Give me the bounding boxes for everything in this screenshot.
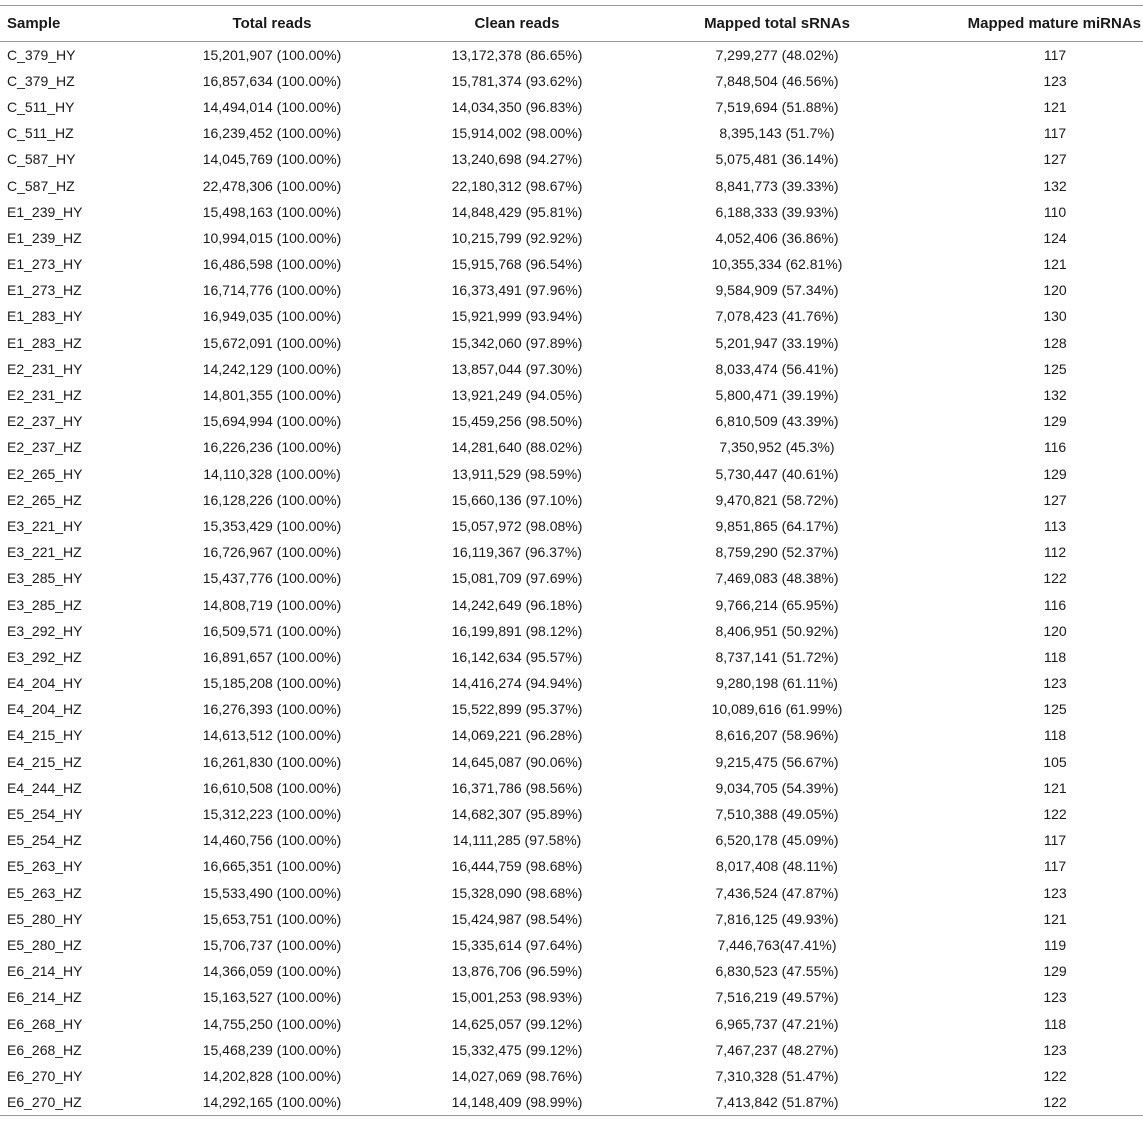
sample-cell: C_587_HZ xyxy=(7,177,75,194)
sample-cell: E1_283_HY xyxy=(7,308,83,325)
total-reads-cell: 16,276,393 (100.00%) xyxy=(202,701,342,718)
clean-reads-cell: 15,424,987 (98.54%) xyxy=(451,910,583,927)
table-row xyxy=(0,303,1143,329)
table-row xyxy=(0,408,1143,434)
clean-reads-cell: 16,371,786 (98.56%) xyxy=(451,779,583,796)
sample-cell: E3_292_HY xyxy=(7,622,83,639)
total-reads-cell: 14,460,756 (100.00%) xyxy=(202,832,342,849)
sample-cell: E6_268_HY xyxy=(7,1015,83,1032)
table-row xyxy=(0,120,1143,146)
table-row xyxy=(0,1063,1143,1089)
total-reads-cell: 14,755,250 (100.00%) xyxy=(202,1015,342,1032)
clean-reads-cell: 14,848,429 (95.81%) xyxy=(451,203,583,220)
table-header xyxy=(0,6,1143,42)
sample-cell: E3_221_HY xyxy=(7,517,83,534)
total-reads-cell: 14,808,719 (100.00%) xyxy=(202,596,342,613)
table-row xyxy=(0,880,1143,906)
sample-cell: E5_280_HY xyxy=(7,910,83,927)
table-row xyxy=(0,172,1143,198)
mapped-srnas-cell: 9,766,214 (65.95%) xyxy=(715,596,839,613)
mapped-mirnas-cell: 130 xyxy=(1043,308,1067,325)
clean-reads-cell: 15,342,060 (97.89%) xyxy=(451,334,583,351)
mapped-mirnas-cell: 110 xyxy=(1043,203,1067,220)
mapped-srnas-cell: 7,413,842 (51.87%) xyxy=(647,1089,907,1115)
mapped-mirnas-cell: 122 xyxy=(1043,1067,1067,1084)
mapped-mirnas-cell: 123 xyxy=(1043,884,1067,901)
table-row xyxy=(0,618,1143,644)
mapped-srnas-cell: 7,350,952 (45.3%) xyxy=(719,439,835,456)
sample-cell: E4_215_HZ xyxy=(7,753,82,770)
clean-reads-cell: 14,625,057 (99.12%) xyxy=(451,1015,583,1032)
mapped-srnas-cell: 9,584,909 (57.34%) xyxy=(715,282,839,299)
table-row xyxy=(0,199,1143,225)
clean-reads-cell: 14,027,069 (98.76%) xyxy=(451,1067,583,1084)
mapped-srnas-cell: 7,446,763(47.41%) xyxy=(717,936,837,953)
mapped-mirnas-cell: 125 xyxy=(1043,360,1067,377)
sample-cell: E4_244_HZ xyxy=(7,779,82,796)
table-row xyxy=(0,539,1143,565)
sample-cell: E1_273_HZ xyxy=(7,282,82,299)
mapped-srnas-cell: 5,800,471 (39.19%) xyxy=(715,387,839,404)
sample-cell: E3_292_HZ xyxy=(7,648,82,665)
mapped-srnas-cell: 8,406,951 (50.92%) xyxy=(715,622,839,639)
mapped-mirnas-cell: 120 xyxy=(1043,282,1067,299)
table-row xyxy=(0,775,1143,801)
clean-reads-cell: 14,148,409 (98.99%) xyxy=(387,1089,647,1115)
sample-cell: E5_263_HY xyxy=(7,858,83,875)
sample-cell: C_587_HY xyxy=(7,151,76,168)
total-reads-cell: 15,498,163 (100.00%) xyxy=(202,203,342,220)
table-row xyxy=(0,1037,1143,1063)
total-reads-cell: 14,110,328 (100.00%) xyxy=(203,465,341,482)
clean-reads-cell: 16,142,634 (95.57%) xyxy=(451,648,583,665)
sample-cell: E1_239_HY xyxy=(7,203,83,220)
total-reads-cell: 16,486,598 (100.00%) xyxy=(202,256,342,273)
clean-reads-cell: 15,081,709 (97.69%) xyxy=(451,570,583,587)
mapped-mirnas-cell: 124 xyxy=(1043,229,1067,246)
sample-cell: C_511_HZ xyxy=(7,125,74,142)
table-row xyxy=(0,958,1143,984)
sample-cell: E1_273_HY xyxy=(7,256,83,273)
sample-cell: E6_214_HZ xyxy=(7,989,82,1006)
sample-cell: E2_237_HZ xyxy=(7,439,82,456)
mapped-srnas-cell: 6,830,523 (47.55%) xyxy=(715,963,839,980)
mapped-mirnas-cell: 132 xyxy=(1043,177,1067,194)
mapped-mirnas-cell: 123 xyxy=(1043,675,1067,692)
clean-reads-cell: 15,328,090 (98.68%) xyxy=(451,884,583,901)
mapped-mirnas-cell: 113 xyxy=(1043,517,1067,534)
sample-cell: E6_270_HZ xyxy=(0,1089,157,1115)
mapped-srnas-cell: 5,075,481 (36.14%) xyxy=(715,151,839,168)
clean-reads-cell: 22,180,312 (98.67%) xyxy=(451,177,583,194)
mapped-srnas-cell: 10,355,334 (62.81%) xyxy=(711,256,843,273)
clean-reads-cell: 16,119,367 (96.37%) xyxy=(452,544,582,561)
clean-reads-cell: 16,444,759 (98.68%) xyxy=(451,858,583,875)
mapped-srnas-cell: 6,965,737 (47.21%) xyxy=(715,1015,839,1032)
total-reads-cell: 16,665,351 (100.00%) xyxy=(202,858,342,875)
clean-reads-cell: 14,242,649 (96.18%) xyxy=(451,596,583,613)
sample-cell: E6_270_HY xyxy=(7,1067,83,1084)
sample-cell: E4_204_HZ xyxy=(7,701,82,718)
table-row xyxy=(0,434,1143,460)
mapped-mirnas-cell: 119 xyxy=(1043,936,1067,953)
table-row xyxy=(0,1089,1143,1115)
total-reads-cell: 16,128,226 (100.00%) xyxy=(202,491,342,508)
total-reads-cell: 16,949,035 (100.00%) xyxy=(202,308,342,325)
total-reads-cell: 16,726,967 (100.00%) xyxy=(202,544,342,561)
mapped-srnas-cell: 8,737,141 (51.72%) xyxy=(715,648,839,665)
mapped-mirnas-cell: 117 xyxy=(1043,46,1067,63)
sample-cell: E2_237_HY xyxy=(7,413,83,430)
mapped-srnas-cell: 7,510,388 (49.05%) xyxy=(715,806,839,823)
total-reads-cell: 14,202,828 (100.00%) xyxy=(202,1067,342,1084)
total-reads-cell: 15,706,737 (100.00%) xyxy=(202,936,342,953)
sample-cell: E4_215_HY xyxy=(7,727,83,744)
mapped-srnas-cell: 6,520,178 (45.09%) xyxy=(715,832,839,849)
mapped-srnas-cell: 7,310,328 (51.47%) xyxy=(715,1067,839,1084)
data-table xyxy=(0,5,1143,1116)
table-row xyxy=(0,382,1143,408)
table-row xyxy=(0,853,1143,879)
header-clean-reads: Clean reads xyxy=(474,15,560,32)
mapped-mirnas-cell: 121 xyxy=(1043,98,1067,115)
table-row xyxy=(0,94,1143,120)
mapped-mirnas-cell: 125 xyxy=(1043,701,1067,718)
mapped-srnas-cell: 6,810,509 (43.39%) xyxy=(715,413,839,430)
total-reads-cell: 15,353,429 (100.00%) xyxy=(202,517,342,534)
mapped-srnas-cell: 8,841,773 (39.33%) xyxy=(715,177,839,194)
mapped-srnas-cell: 5,730,447 (40.61%) xyxy=(715,465,839,482)
mapped-srnas-cell: 8,759,290 (52.37%) xyxy=(715,544,839,561)
sample-cell: E2_231_HZ xyxy=(7,387,82,404)
mapped-mirnas-cell: 117 xyxy=(1043,125,1067,142)
table-row xyxy=(0,670,1143,696)
mapped-srnas-cell: 9,280,198 (61.11%) xyxy=(716,675,838,692)
mapped-mirnas-cell: 121 xyxy=(1043,779,1067,796)
mapped-mirnas-cell: 123 xyxy=(1043,1041,1067,1058)
total-reads-cell: 15,533,490 (100.00%) xyxy=(202,884,342,901)
total-reads-cell: 15,312,223 (100.00%) xyxy=(202,806,342,823)
mapped-srnas-cell: 8,033,474 (56.41%) xyxy=(715,360,839,377)
table-row xyxy=(0,487,1143,513)
table-row xyxy=(0,591,1143,617)
table-row xyxy=(0,984,1143,1010)
sample-cell: E5_263_HZ xyxy=(7,884,82,901)
mapped-mirnas-cell: 105 xyxy=(1043,753,1067,770)
mapped-srnas-cell: 8,395,143 (51.7%) xyxy=(719,125,835,142)
clean-reads-cell: 13,911,529 (98.59%) xyxy=(452,465,582,482)
table-row xyxy=(0,277,1143,303)
clean-reads-cell: 13,172,378 (86.65%) xyxy=(451,46,583,63)
total-reads-cell: 16,239,452 (100.00%) xyxy=(202,125,342,142)
mapped-mirnas-cell: 122 xyxy=(1043,806,1067,823)
total-reads-cell: 14,494,014 (100.00%) xyxy=(202,98,342,115)
mapped-mirnas-cell: 122 xyxy=(1043,570,1067,587)
mapped-srnas-cell: 7,467,237 (48.27%) xyxy=(715,1041,839,1058)
table-row xyxy=(0,801,1143,827)
mapped-srnas-cell: 6,188,333 (39.93%) xyxy=(715,203,839,220)
table-body xyxy=(0,42,1143,1116)
clean-reads-cell: 14,645,087 (90.06%) xyxy=(451,753,583,770)
sample-cell: E2_265_HZ xyxy=(7,491,82,508)
total-reads-cell: 15,468,239 (100.00%) xyxy=(202,1041,342,1058)
mapped-srnas-cell: 8,616,207 (58.96%) xyxy=(715,727,839,744)
table-row xyxy=(0,251,1143,277)
mapped-srnas-cell: 8,017,408 (48.11%) xyxy=(716,858,838,875)
header-total-reads: Total reads xyxy=(232,15,312,32)
clean-reads-cell: 13,876,706 (96.59%) xyxy=(451,963,583,980)
total-reads-cell: 15,201,907 (100.00%) xyxy=(202,46,342,63)
total-reads-cell: 16,226,236 (100.00%) xyxy=(202,439,342,456)
clean-reads-cell: 15,914,002 (98.00%) xyxy=(451,125,583,142)
total-reads-cell: 16,261,830 (100.00%) xyxy=(202,753,342,770)
total-reads-cell: 15,653,751 (100.00%) xyxy=(202,910,342,927)
table-row xyxy=(0,42,1143,68)
table-row xyxy=(0,722,1143,748)
mapped-mirnas-cell: 118 xyxy=(1043,1015,1067,1032)
header-row xyxy=(0,6,1143,42)
sample-cell: E5_254_HZ xyxy=(7,832,82,849)
mapped-mirnas-cell: 117 xyxy=(1043,832,1067,849)
total-reads-cell: 14,613,512 (100.00%) xyxy=(202,727,342,744)
mapped-srnas-cell: 7,816,125 (49.93%) xyxy=(715,910,839,927)
mapped-mirnas-cell: 120 xyxy=(1043,622,1067,639)
mapped-mirnas-cell: 129 xyxy=(1043,465,1067,482)
clean-reads-cell: 16,199,891 (98.12%) xyxy=(451,622,583,639)
clean-reads-cell: 15,921,999 (93.94%) xyxy=(451,308,583,325)
mapped-srnas-cell: 9,034,705 (54.39%) xyxy=(715,779,839,796)
clean-reads-cell: 13,857,044 (97.30%) xyxy=(451,360,583,377)
mapped-mirnas-cell: 117 xyxy=(1043,858,1067,875)
mapped-mirnas-cell: 116 xyxy=(1043,439,1067,456)
total-reads-cell: 16,714,776 (100.00%) xyxy=(202,282,342,299)
clean-reads-cell: 14,682,307 (95.89%) xyxy=(451,806,583,823)
total-reads-cell: 16,610,508 (100.00%) xyxy=(202,779,342,796)
sample-cell: E5_280_HZ xyxy=(7,936,82,953)
table-row xyxy=(0,513,1143,539)
header-sample: Sample xyxy=(7,15,61,32)
mapped-srnas-cell: 7,299,277 (48.02%) xyxy=(715,46,839,63)
mapped-srnas-cell: 7,436,524 (47.87%) xyxy=(715,884,839,901)
mapped-mirnas-cell: 121 xyxy=(1043,256,1067,273)
clean-reads-cell: 15,332,475 (99.12%) xyxy=(451,1041,583,1058)
mapped-srnas-cell: 9,215,475 (56.67%) xyxy=(715,753,839,770)
clean-reads-cell: 15,459,256 (98.50%) xyxy=(451,413,583,430)
total-reads-cell: 16,891,657 (100.00%) xyxy=(202,648,342,665)
clean-reads-cell: 15,057,972 (98.08%) xyxy=(451,517,583,534)
mapped-mirnas-cell: 127 xyxy=(1043,151,1067,168)
mapped-mirnas-cell: 123 xyxy=(1043,72,1067,89)
sample-cell: E6_214_HY xyxy=(7,963,83,980)
sample-cell: E2_265_HY xyxy=(7,465,83,482)
sample-cell: E1_239_HZ xyxy=(7,229,82,246)
sample-cell: C_379_HY xyxy=(7,46,76,63)
mapped-mirnas-cell: 118 xyxy=(1043,648,1067,665)
mapped-mirnas-cell: 129 xyxy=(1043,963,1067,980)
total-reads-cell: 22,478,306 (100.00%) xyxy=(202,177,342,194)
mapped-mirnas-cell: 112 xyxy=(1043,544,1067,561)
table-row xyxy=(0,906,1143,932)
table-row xyxy=(0,330,1143,356)
total-reads-cell: 15,437,776 (100.00%) xyxy=(202,570,342,587)
mapped-mirnas-cell: 116 xyxy=(1043,596,1067,613)
table-row xyxy=(0,461,1143,487)
mapped-mirnas-cell: 127 xyxy=(1043,491,1067,508)
sample-cell: E3_221_HZ xyxy=(7,544,82,561)
sample-cell: C_511_HY xyxy=(7,98,75,115)
mapped-srnas-cell: 9,470,821 (58.72%) xyxy=(715,491,839,508)
total-reads-cell: 14,801,355 (100.00%) xyxy=(202,387,342,404)
total-reads-cell: 14,242,129 (100.00%) xyxy=(202,360,342,377)
table-row xyxy=(0,827,1143,853)
mapped-mirnas-cell: 128 xyxy=(1043,334,1067,351)
mapped-srnas-cell: 10,089,616 (61.99%) xyxy=(711,701,843,718)
sample-cell: C_379_HZ xyxy=(7,72,75,89)
mapped-mirnas-cell: 129 xyxy=(1043,413,1067,430)
sample-cell: E3_285_HY xyxy=(7,570,83,587)
clean-reads-cell: 14,069,221 (96.28%) xyxy=(451,727,583,744)
table-row xyxy=(0,225,1143,251)
table-row xyxy=(0,644,1143,670)
table-row xyxy=(0,68,1143,94)
sample-cell: E1_283_HZ xyxy=(7,334,82,351)
clean-reads-cell: 14,416,274 (94.94%) xyxy=(451,675,583,692)
mapped-srnas-cell: 5,201,947 (33.19%) xyxy=(715,334,839,351)
mapped-mirnas-cell: 121 xyxy=(1043,910,1067,927)
sample-cell: E6_268_HZ xyxy=(7,1041,82,1058)
header-mapped-total-srnas: Mapped total sRNAs xyxy=(704,15,850,32)
total-reads-cell: 15,694,994 (100.00%) xyxy=(202,413,342,430)
total-reads-cell: 15,163,527 (100.00%) xyxy=(202,989,342,1006)
clean-reads-cell: 13,240,698 (94.27%) xyxy=(451,151,583,168)
clean-reads-cell: 14,034,350 (96.83%) xyxy=(451,98,583,115)
clean-reads-cell: 15,001,253 (98.93%) xyxy=(451,989,583,1006)
table-row xyxy=(0,356,1143,382)
table-row xyxy=(0,565,1143,591)
clean-reads-cell: 16,373,491 (97.96%) xyxy=(451,282,583,299)
total-reads-cell: 14,366,059 (100.00%) xyxy=(202,963,342,980)
mapped-srnas-cell: 7,469,083 (48.38%) xyxy=(715,570,839,587)
clean-reads-cell: 14,281,640 (88.02%) xyxy=(451,439,583,456)
clean-reads-cell: 10,215,799 (92.92%) xyxy=(451,229,583,246)
clean-reads-cell: 15,781,374 (93.62%) xyxy=(451,72,583,89)
mapped-mirnas-cell: 122 xyxy=(907,1089,1143,1115)
sample-cell: E5_254_HY xyxy=(7,806,83,823)
sample-cell: E3_285_HZ xyxy=(7,596,82,613)
total-reads-cell: 16,509,571 (100.00%) xyxy=(202,622,342,639)
mapped-srnas-cell: 9,851,865 (64.17%) xyxy=(715,517,839,534)
table-row xyxy=(0,932,1143,958)
total-reads-cell: 10,994,015 (100.00%) xyxy=(202,229,342,246)
table-row xyxy=(0,146,1143,172)
table-row xyxy=(0,696,1143,722)
sample-cell: E2_231_HY xyxy=(7,360,83,377)
clean-reads-cell: 15,335,614 (97.64%) xyxy=(451,936,583,953)
clean-reads-cell: 14,111,285 (97.58%) xyxy=(452,832,582,849)
mapped-srnas-cell: 4,052,406 (36.86%) xyxy=(715,229,839,246)
mapped-srnas-cell: 7,516,219 (49.57%) xyxy=(715,989,839,1006)
total-reads-cell: 14,292,165 (100.00%) xyxy=(157,1089,387,1115)
mapped-mirnas-cell: 118 xyxy=(1043,727,1067,744)
total-reads-cell: 14,045,769 (100.00%) xyxy=(202,151,342,168)
table-row xyxy=(0,749,1143,775)
total-reads-cell: 15,672,091 (100.00%) xyxy=(202,334,342,351)
clean-reads-cell: 15,915,768 (96.54%) xyxy=(451,256,583,273)
mapped-srnas-cell: 7,078,423 (41.76%) xyxy=(715,308,839,325)
table-row xyxy=(0,1010,1143,1036)
clean-reads-cell: 15,660,136 (97.10%) xyxy=(451,491,583,508)
total-reads-cell: 15,185,208 (100.00%) xyxy=(202,675,342,692)
total-reads-cell: 16,857,634 (100.00%) xyxy=(202,72,342,89)
mapped-srnas-cell: 7,848,504 (46.56%) xyxy=(715,72,839,89)
sample-cell: E4_204_HY xyxy=(7,675,83,692)
clean-reads-cell: 13,921,249 (94.05%) xyxy=(451,387,583,404)
mapped-srnas-cell: 7,519,694 (51.88%) xyxy=(715,98,839,115)
clean-reads-cell: 15,522,899 (95.37%) xyxy=(451,701,583,718)
mapped-mirnas-cell: 123 xyxy=(1043,989,1067,1006)
mapped-mirnas-cell: 132 xyxy=(1043,387,1067,404)
header-mapped-mature-mirnas: Mapped mature miRNAs xyxy=(967,15,1141,32)
